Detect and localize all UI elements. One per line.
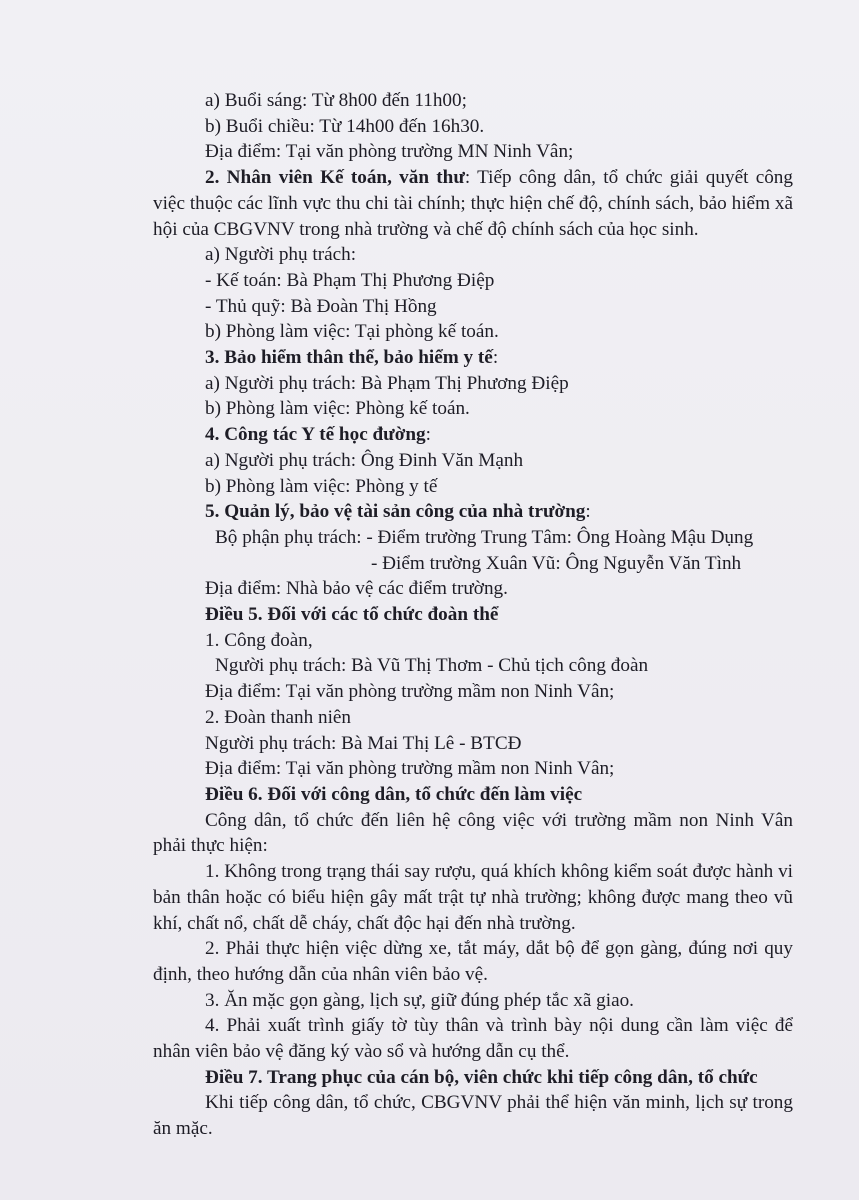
section-3-person: a) Người phụ trách: Bà Phạm Thị Phương Điệp bbox=[205, 372, 569, 394]
section-5-location: Địa điểm: Nhà bảo vệ các điểm trường. bbox=[205, 578, 508, 600]
article-6-heading: Điều 6. Đối với công dân, tổ chức đến làm việc bbox=[205, 783, 583, 805]
section-2-office: b) Phòng làm việc: Tại phòng kế toán. bbox=[205, 321, 499, 343]
article-5-item-1: 1. Công đoàn, bbox=[205, 629, 313, 651]
article-5-item-2-person: Người phụ trách: Bà Mai Thị Lê - BTCĐ bbox=[205, 732, 522, 754]
section-2-text: : Tiếp công dân, tổ chức giải quyết công việc thuộc các lĩnh vực thu chi tài chính; thực hiện chế độ, chính sách, bảo hiểm xã hội của CBGVNV trong nhà trường và chế độ chính sách của học sinh. bbox=[153, 167, 793, 240]
section-3-heading: 3. Bảo hiểm thân thể, bảo hiểm y tế bbox=[205, 347, 493, 369]
article-5-heading: Điều 5. Đối với các tổ chức đoàn thể bbox=[205, 604, 499, 626]
article-5-item-2: 2. Đoàn thanh niên bbox=[205, 706, 352, 728]
section-2-person-label: a) Người phụ trách: bbox=[205, 244, 357, 266]
section-5-heading-line: 5. Quản lý, bảo vệ tài sản công của nhà trường: bbox=[205, 501, 591, 523]
section-4-person: a) Người phụ trách: Ông Đinh Văn Mạnh bbox=[205, 449, 524, 471]
article-5-item-1-location: Địa điểm: Tại văn phòng trường mầm non Ninh Vân; bbox=[205, 681, 615, 703]
section-2-accountant: - Kế toán: Bà Phạm Thị Phương Điệp bbox=[205, 269, 495, 291]
article-5-item-1-person: Người phụ trách: Bà Vũ Thị Thơm - Chủ tịch công đoàn bbox=[215, 655, 649, 677]
article-6-intro: Công dân, tổ chức đến liên hệ công việc với trường mầm non Ninh Vân phải thực hiện: bbox=[153, 809, 793, 857]
article-5-item-2-location: Địa điểm: Tại văn phòng trường mầm non Ninh Vân; bbox=[205, 758, 615, 780]
section-5-dept-2: - Điểm trường Xuân Vũ: Ông Nguyễn Văn Tình bbox=[371, 552, 742, 574]
article-6-item-1: 1. Không trong trạng thái say rượu, quá khích không kiểm soát được hành vi bản thân hoặc có biểu hiện gây mất trật tự nhà trường; không được mang theo vũ khí, chất nổ, chất dễ cháy, chất độc hại đến nhà trường. bbox=[153, 861, 793, 934]
section-3-heading-line: 3. Bảo hiểm thân thể, bảo hiểm y tế: bbox=[205, 347, 499, 369]
section-4-heading-line: 4. Công tác Y tế học đường: bbox=[205, 424, 431, 446]
document-body bbox=[153, 88, 793, 1142]
section-2-paragraph bbox=[153, 165, 793, 242]
section-5-dept-1: Bộ phận phụ trách: - Điểm trường Trung Tâm: Ông Hoàng Mậu Dụng bbox=[215, 526, 754, 548]
article-7-heading: Điều 7. Trang phục của cán bộ, viên chức khi tiếp công dân, tổ chức bbox=[205, 1066, 758, 1088]
section-3-office: b) Phòng làm việc: Phòng kế toán. bbox=[205, 398, 470, 420]
article-6-item-3: 3. Ăn mặc gọn gàng, lịch sự, giữ đúng phép tắc xã giao. bbox=[205, 989, 634, 1011]
article-7-text: Khi tiếp công dân, tổ chức, CBGVNV phải thể hiện văn minh, lịch sự trong ăn mặc. bbox=[153, 1092, 793, 1140]
article-6-item-4: 4. Phải xuất trình giấy tờ tùy thân và trình bày nội dung cần làm việc để nhân viên bảo vệ đăng ký vào sổ và hướng dẫn cụ thể. bbox=[153, 1015, 793, 1063]
afternoon-hours: b) Buổi chiều: Từ 14h00 đến 16h30. bbox=[205, 115, 485, 137]
morning-hours: a) Buổi sáng: Từ 8h00 đến 11h00; bbox=[205, 90, 467, 111]
section-2-treasurer: - Thủ quỹ: Bà Đoàn Thị Hồng bbox=[205, 295, 437, 317]
section-4-office: b) Phòng làm việc: Phòng y tế bbox=[205, 475, 438, 497]
location-office: Địa điểm: Tại văn phòng trường MN Ninh Vân; bbox=[205, 141, 574, 163]
section-5-heading: 5. Quản lý, bảo vệ tài sản công của nhà trường bbox=[205, 501, 586, 523]
section-4-heading: 4. Công tác Y tế học đường bbox=[205, 424, 426, 446]
section-2-heading: 2. Nhân viên Kế toán, văn thư bbox=[205, 167, 465, 189]
article-6-item-2: 2. Phải thực hiện việc dừng xe, tắt máy, dắt bộ để gọn gàng, đúng nơi quy định, theo hướng dẫn của nhân viên bảo vệ. bbox=[153, 938, 793, 985]
